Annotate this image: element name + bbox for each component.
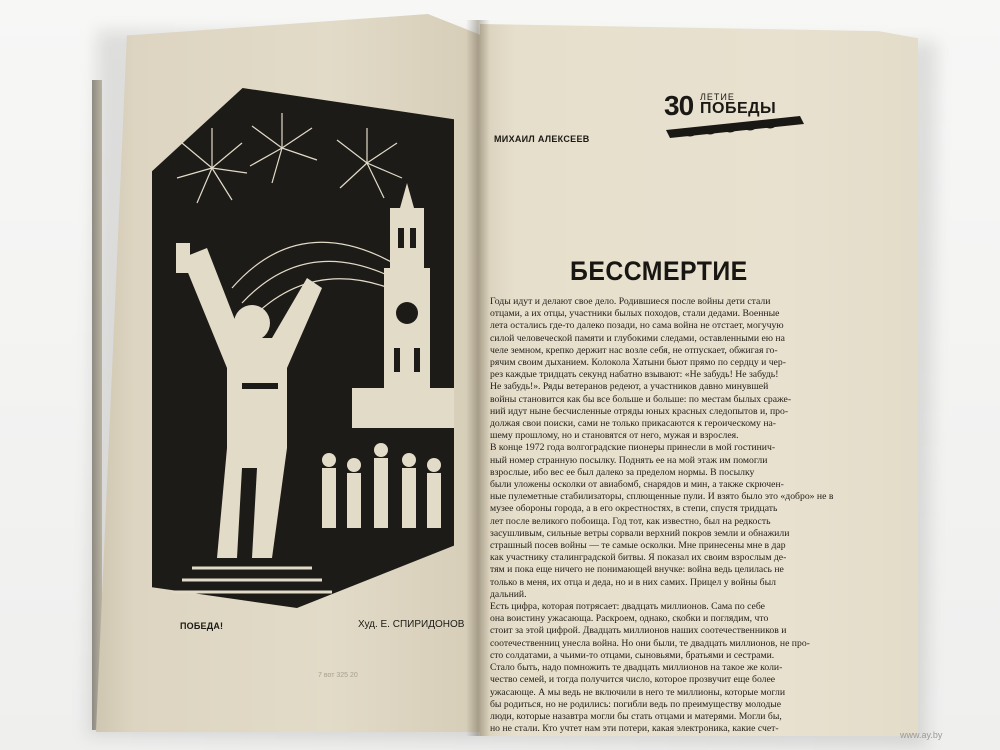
body-line: силой человеческой памяти и глубокими следами, оставленными ею на [490,332,785,344]
kremlin-tower-group [352,183,454,428]
anniversary-badge [660,86,810,146]
illustrator-credit: Худ. Е. СПИРИДОНОВ [358,619,465,630]
body-line: чество семей, и тогда получится число, которое прозвучит еще более [490,674,776,686]
body-line: люди, которые назавтра могли бы стать отцами и матерями. Могли бы, [490,710,782,722]
body-line: отцами, а их отцы, участники былых походов, стали дедами. Военные [490,308,780,320]
badge-number: 30 [664,90,694,121]
article-body [490,296,850,735]
woodcut-artwork [152,88,454,608]
body-line: лета остались где-то далеко позади, но сама война не отстает, могучую [490,320,784,332]
page-gutter [466,20,490,736]
badge-title: ПОБЕДЫ [700,100,777,117]
body-line: Есть цифра, которая потрясает: двадцать миллионов. Сама по себе [490,601,765,613]
body-line: бы родиться, но не родились: погибли ведь по преимуществу молодые [490,698,782,710]
body-line: рез каждые тридцать секунд набатно взывают: «Не забудь! Не забудь! [490,369,779,381]
tower-star [400,183,414,208]
body-line: ный номер странную посылку. Поднять ее на мой этаж им помогли [490,454,768,466]
body-line: тям и пока еще ничего не понимающей внучке: война ведь целилась не [490,564,784,576]
watermark: www.ay.by [900,730,943,740]
body-line: Годы идут и делают свое дело. Родившиеся после войны дети стали [490,296,771,307]
body-line: шему прошлому, но и становятся от него, мужая и взрослея. [490,430,739,442]
article-author: МИХАИЛ АЛЕКСЕЕВ [494,134,590,144]
body-line: ний идут ныне бесчисленные отряды юных красных следопытов и, про- [490,405,789,417]
body-line: как участнику сталинградской битвы. Я показал их своим взрослым де- [490,552,787,564]
firework-burst [177,128,247,203]
article-title: БЕССМЕРТИЕ [570,256,748,286]
body-line: Стало быть, надо помножить те двадцать миллионов на такое же коли- [490,662,783,674]
body-line: музее обороны города, а в его окрестностях, в степи, спустя тридцать [490,503,778,515]
body-line: она воистину ужасающа. Раскроем, однако, скобки и поглядим, что [490,613,769,625]
body-line: Не забудь!». Ряды ветеранов редеют, а участников давно минувшей [490,381,769,393]
firework-burst [337,128,402,198]
body-line: рячим своим дыханием. Колокола Хатыни бьют прямо по сердцу и чер- [490,357,786,369]
badge-suffix: ЛЕТИЕ [700,92,735,102]
body-line: челе земном, крепко держит нас возле себя, не отпускает, обжигая го- [490,344,778,356]
body-line: сто солдатами, а чьими-то отцами, сыновьями, братьями и сестрами. [490,649,775,661]
firework-burst [250,113,317,183]
body-line: но не стали. Кто учтет нам эти потери, какая электроника, какие счет- [490,723,779,735]
body-line: засушливым, сильные ветры сорвали верхний покров земли и обнажили [490,527,790,539]
body-line: взрослые, ибо вес ее был далеко за пределом нормы. В посылку [490,466,755,478]
body-line: были уложены осколки от авиабомб, снарядов и мин, а также скрючен- [490,479,784,491]
raised-fist [176,243,190,273]
body-line: дальний. [490,588,527,600]
tower-clock [396,302,418,324]
body-line: страшный посев войны — те самые осколки. Мне принесены мне в дар [490,540,786,552]
body-line: только в меня, их отца и деда, но и в них самих. Прицел у войны был [490,576,776,588]
body-line: ные пулеметные стабилизаторы, сплющенные пули. И взято было это «добро» не в [490,491,834,503]
illustration-caption: ПОБЕДА! [180,621,224,631]
body-line: ужасающе. А мы ведь не включили в него те миллионы, которые могли [490,686,785,698]
body-line: В конце 1972 года волгоградские пионеры принесли в мой гостинич- [490,442,776,454]
body-line: лет после великого побоища. Год тот, как известно, был на редкость [490,515,771,527]
soldier-figure [176,243,322,558]
crowd-group [322,443,441,528]
body-line: соотечественниц унесла война. Но они были, те двадцать миллионов, не про- [490,637,810,649]
body-line: стоит за этой цифрой. Двадцать миллионов наших соотечественников и [490,625,787,637]
body-line: войны становится как бы все больше и больше: по местам былых сраже- [490,393,792,405]
body-line: должая свои поиски, сами не только прикасаются к героическому на- [490,418,777,430]
faint-print-mark: 7 вот 325 20 [318,672,358,679]
